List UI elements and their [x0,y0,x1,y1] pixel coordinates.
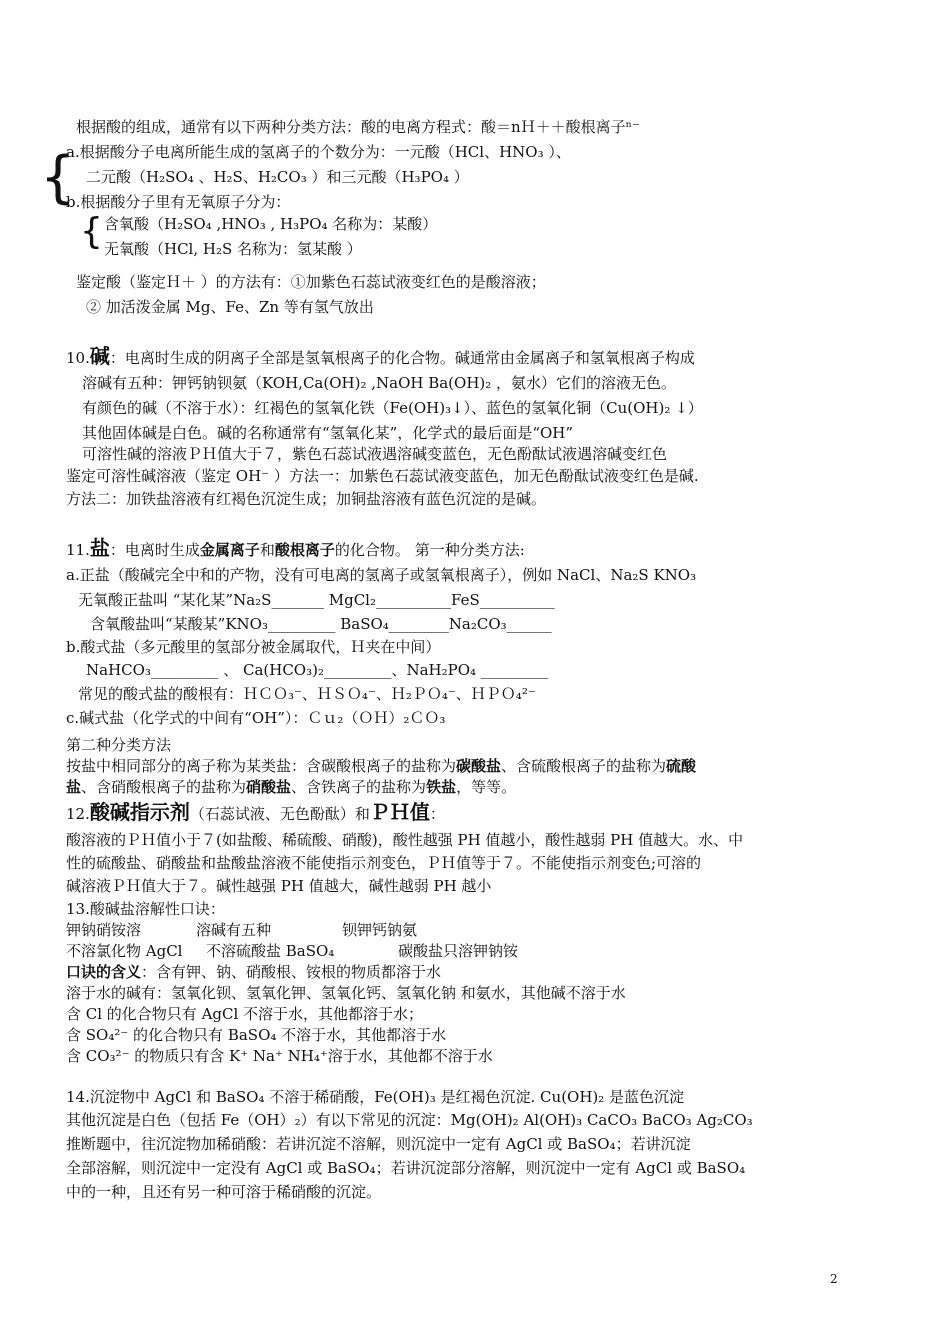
base-test-2: 方法二：加铁盐溶液有红褐色沉淀生成；加铜盐溶液有蓝色沉淀的是碱。 [66,490,547,508]
solubility-rhyme-2a: 不溶氯化物 AgCl [66,942,183,960]
acid-class-b: b.根据酸分子里有无氧原子分为： [66,193,291,211]
sulfate-term: 硫酸 [666,757,697,775]
base-paragraph-first [66,346,695,368]
ph-heading: ＰＨ值 [369,800,430,824]
salt-normal-2: 含氧酸盐叫“某酸某”KNO₃_________ BaSO₄________Na₂CO₃______ [90,615,552,633]
salt-acid: b.酸式盐（多元酸里的氢部分被金属取代，Ｈ夹在中间） [66,638,441,656]
precipitate-2: 其他沉淀是白色（包括 Fe（OH）₂）有以下常见的沉淀：Mg(OH)₂ Al(OH)₃ CaCO₃ BaCO₃ Ag₂CO₃ [66,1111,753,1129]
solubility-rhyme-1b: 溶碱有五种 [196,921,272,939]
solubility-rhyme-2b: 不溶硫酸盐 BaSO₄ [206,942,335,960]
base-test-1: 鉴定可溶性碱溶液（鉴定 OH⁻ ）方法一：加紫色石蕊试液变蓝色，加无色酚酞试液变红色是碱. [66,467,699,485]
section-number: 11. [66,541,90,559]
salt-second-line2 [66,777,516,797]
solubility-m4: 含 SO₄²⁻ 的化合物只有 BaSO₄ 不溶于水，其他都溶于水 [66,1026,447,1044]
salt-paragraph-first [66,538,525,560]
sulfate-term-end: 盐 [66,778,82,796]
acid-class-a2: 二元酸（H₂SO₄ 、H₂S、H₂CO₃ ）和三元酸（H₃PO₄ ） [86,168,469,186]
acid-class-a: a.根据酸分子电离所能生成的氢离子的个数分为：一元酸（HCl、HNO₃ ）、 [66,143,571,161]
section-number: 12. [66,805,90,823]
salt-acid-2: 常见的酸式盐的酸根有：ＨＣＯ₃⁻、ＨＳＯ₄⁻、Ｈ₂ＰＯ₄⁻、ＨＰＯ₄²⁻ [78,685,536,703]
indicator-paren: （石蕊试液、无色酚酞）和 [189,805,370,823]
salt-and: 和 [259,541,275,559]
small-brace-icon: { [80,211,103,252]
salt-basic: c.碱式盐（化学式的中间有“OH”）：Ｃｕ₂（ＯＨ）₂ＣＯ₃ [66,709,446,727]
acid-test-2: ② 加活泼金属 Mg、Fe、Zn 等有氢气放出 [86,298,374,316]
left-brace-icon: { [40,145,76,210]
acid-intro: 根据酸的组成，通常有以下两种分类方法：酸的电离方程式：酸＝nＨ＋＋酸根离子ⁿ⁻ [76,118,641,136]
solubility-heading: 13.酸碱盐溶解性口诀： [66,900,225,918]
base-soluble: 溶碱有五种：钾钙钠钡氨（KOH,Ca(OH)₂ ,NaOH Ba(OH)₂ ，氨水）它们的溶液无色。 [82,374,677,392]
text-run: 、含硫酸根离子的盐称为 [501,757,667,775]
salt-second-line1 [66,756,696,776]
carbonate-term: 碳酸盐 [456,757,502,775]
base-heading: 碱 [89,344,110,368]
precipitate-4: 全部溶解，则沉淀中一定没有 AgCl 或 BaSO₄；若讲沉淀部分溶解，则沉淀中一定有 AgCl 或 BaSO₄ [66,1159,746,1177]
section-number: 10. [66,349,90,367]
precipitate-5: 中的一种，且还有另一种可溶于稀硝酸的沉淀。 [66,1183,382,1201]
text-run: 、含铁离子的盐称为 [291,778,427,796]
salt-def-part: ：电离时生成 [109,541,200,559]
solubility-rhyme-2c: 碳酸盐只溶钾钠铵 [398,942,519,960]
salt-second-method: 第二种分类方法 [66,736,172,754]
indicator-colon: ： [429,805,445,823]
base-definition: ：电离时生成的阴离子全部是氢氧根离子的化合物。碱通常由金属离子和氢氧根离子构成 [109,349,695,367]
precipitate-3: 推断题中，往沉淀物加稀硝酸：若讲沉淀不溶解，则沉淀中一定有 AgCl 或 BaSO₄；若讲沉淀 [66,1135,691,1153]
indicator-p2: 性的硫酸盐、硝酸盐和盐酸盐溶液不能使指示剂变色，ＰＨ值等于７。不能使指示剂变色;可溶的 [66,854,702,872]
salt-normal-1: 无氧酸正盐叫 “某化某”Na₂S_______ MgCl₂__________FeS__________ [78,591,555,609]
solubility-rhyme-1c: 钡钾钙钠氨 [342,921,418,939]
salt-heading: 盐 [89,536,110,560]
text-run: 、含硝酸根离子的盐称为 [81,778,247,796]
base-colored: 有颜色的碱（不溶于水）：红褐色的氢氧化铁（Fe(OH)₃↓）、蓝色的氢氧化铜（Cu(OH)₂ ↓） [82,399,703,417]
meaning-label: 口诀的含义 [66,963,142,981]
salt-normal: a.正盐（酸碱完全中和的产物，没有可电离的氢离子或氢氧根离子），例如 NaCl、Na₂S KNO₃ [66,566,697,584]
indicator-p1: 酸溶液的ＰＨ值小于７(如盐酸、稀硫酸、硝酸)，酸性越强 PH 值越小，酸性越弱 PH 值越大。水、中 [66,831,744,849]
acid-class-b1: 含氧酸（H₂SO₄ ,HNO₃ , H₃PO₄ 名称为：某酸） [104,215,438,233]
salt-def-part2: 的化合物。 第一种分类方法: [334,541,525,559]
meaning-text: ：含有钾、钠、硝酸根、铵根的物质都溶于水 [141,963,442,981]
solubility-meaning [66,962,441,982]
indicator-heading-line [66,802,445,824]
nitrate-term: 硝酸盐 [246,778,292,796]
indicator-p3: 碱溶液ＰＨ值大于７。碱性越强 PH 值越大，碱性越弱 PH 越小 [66,877,492,895]
acid-class-b2: 无氧酸（HCl, H₂S 名称为：氢某酸 ） [104,240,362,258]
indicator-heading: 酸碱指示剂 [89,800,190,824]
solubility-m2: 溶于水的碱有：氢氧化钡、氢氧化钾、氢氧化钙、氢氧化钠 和氨水，其他碱不溶于水 [66,984,626,1002]
base-ph: 可溶性碱的溶液ＰＨ值大于７，紫色石蕊试液遇溶碱变蓝色，无色酚酞试液遇溶碱变红色 [82,445,668,463]
base-other: 其他固体碱是白色。碱的名称通常有“氢氧化某”，化学式的最后面是“OH” [82,424,574,442]
solubility-rhyme-1a: 钾钠硝铵溶 [66,921,142,939]
salt-acid-1: NaHCO₃_________ 、 Ca(HCO₃)₂_________、NaH₂PO₄ _________ [86,661,549,679]
solubility-m5: 含 CO₃²⁻ 的物质只有含 K⁺ Na⁺ NH₄⁺溶于水，其他都不溶于水 [66,1047,493,1065]
acid-radical-term: 酸根离子 [274,541,335,559]
solubility-m3: 含 Cl 的化合物只有 AgCl 不溶于水，其他都溶于水； [66,1005,424,1023]
metal-ion-term: 金属离子 [199,541,260,559]
text-run: ，等等。 [456,778,517,796]
precipitate-1: 14.沉淀物中 AgCl 和 BaSO₄ 不溶于稀硝酸，Fe(OH)₃ 是红褐色沉淀. Cu(OH)₂ 是蓝色沉淀 [66,1088,685,1106]
iron-salt-term: 铁盐 [426,778,457,796]
acid-test-1: 鉴定酸（鉴定Ｈ＋ ）的方法有：①加紫色石蕊试液变红色的是酸溶液； [76,273,546,291]
text-run: 按盐中相同部分的离子称为某类盐：含碳酸根离子的盐称为 [66,757,457,775]
page-number: 2 [830,1272,838,1286]
